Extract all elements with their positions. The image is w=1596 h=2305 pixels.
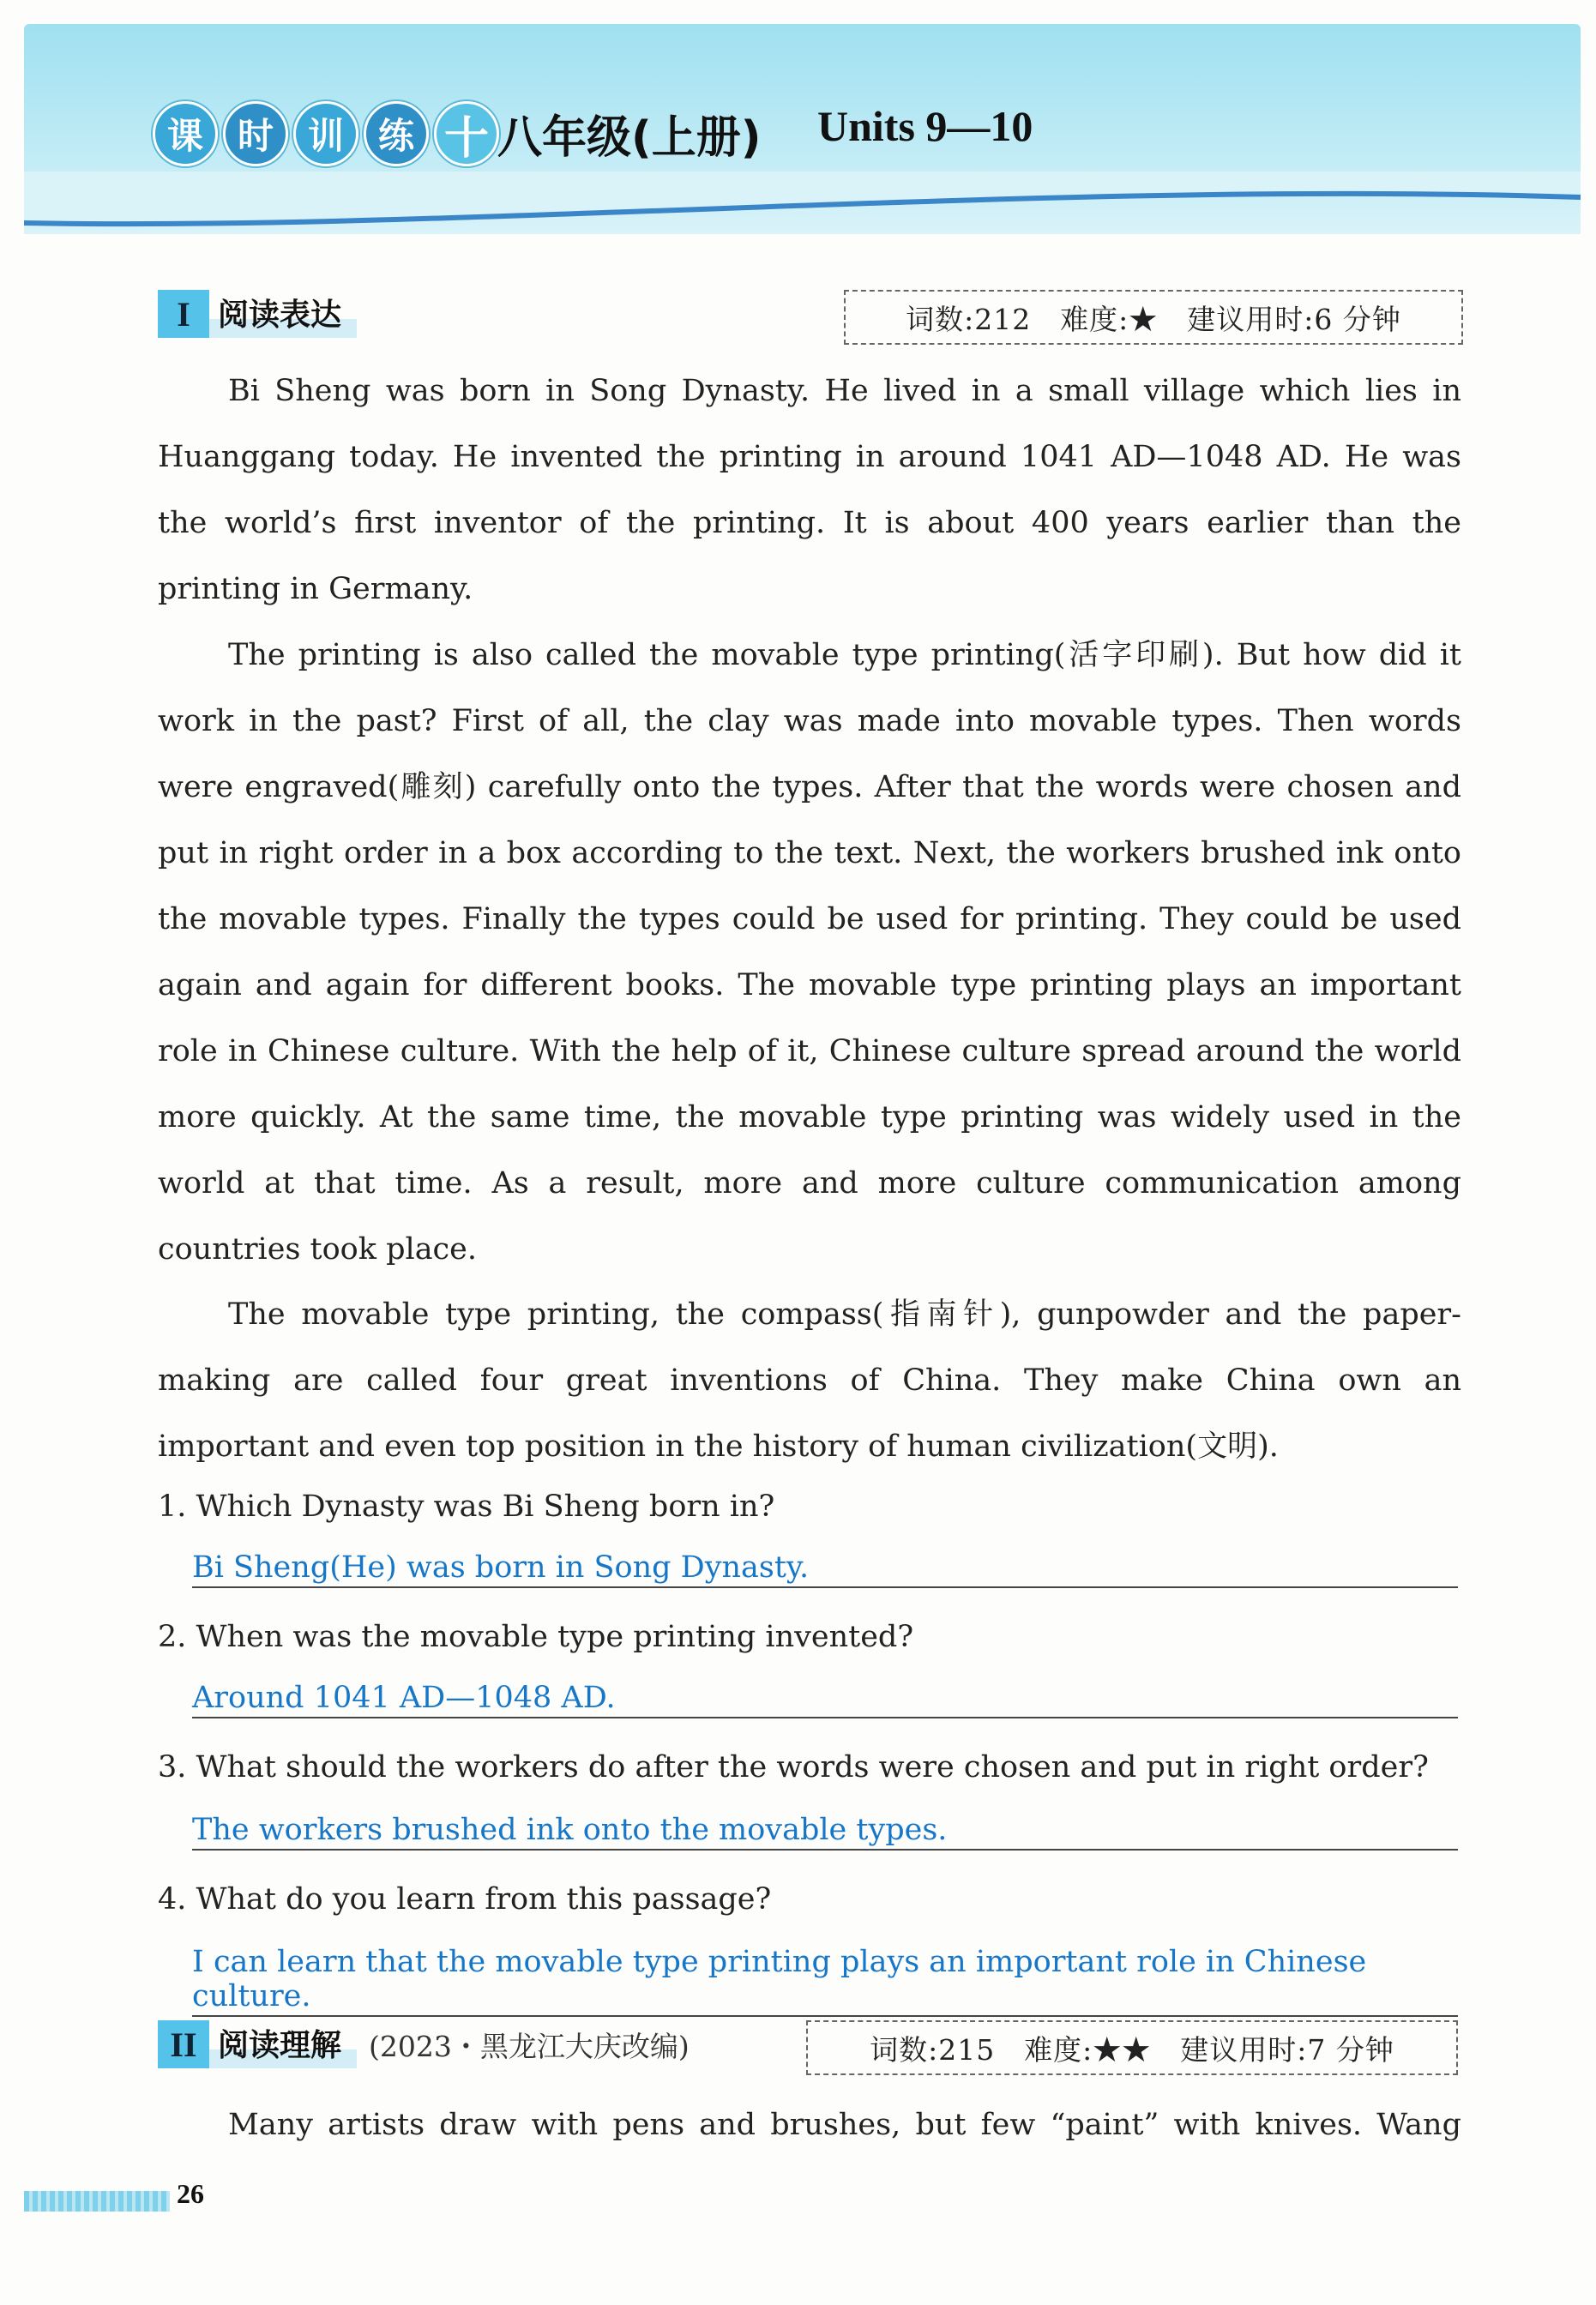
brand-logo (153, 101, 499, 166)
section-1-title: 阅读表达 (209, 291, 357, 338)
section-1-info-box: 词数:212 难度:★ 建议用时:6 分钟 (844, 290, 1463, 345)
passage-paragraph-3: The movable type printing, the compass(指南针), gunpowder and the paper-making are called four great inventions of China. They make China own an important and even top position in the history of human civilization(文明). (158, 1297, 1461, 1464)
question-3: 3. What should the workers do after the words were chosen and put in right order? (158, 1750, 1429, 1784)
section-1-heading (158, 290, 357, 338)
brand-char-3: 训 (293, 101, 358, 166)
section-2-source: (2023・黑龙江大庆改编) (369, 2029, 690, 2063)
brand-char-5: 十 (434, 101, 499, 166)
passage-paragraph-2: The printing is also called the movable type printing(活字印刷). But how did it work in the past? First of all, the clay was made into movable types. Then words were engraved(雕刻) carefully onto the types. After that the words were chosen and put in right order in a box according to the text. Next, the workers brushed ink onto the movable types. Finally the types could be used for printing. They could be used again and again for different books. The movable type printing plays an important role in Chinese culture. With the help of it, Chinese culture spread around the world more quickly. At the same time, the movable type printing was widely used in the world at that time. As a result, more and more culture communication among countries took place. (158, 638, 1461, 1267)
question-4: 4. What do you learn from this passage? (158, 1882, 772, 1917)
section-2-title: 阅读理解 (209, 2021, 357, 2068)
section-1-number: I (158, 290, 209, 338)
brand-char-2: 时 (223, 101, 288, 166)
brand-char-4: 练 (364, 101, 429, 166)
footer-bar (24, 2191, 170, 2212)
brand-char-1: 课 (153, 101, 218, 166)
answer-4: I can learn that the movable type printing plays an important role in Chinese culture. (192, 1945, 1458, 2017)
units-title: Units 9—10 (817, 102, 1033, 150)
header-wave (24, 172, 1581, 257)
passage-paragraph-1: Bi Sheng was born in Song Dynasty. He lived in a small village which lies in Huanggang today. He invented the printing in around 1041 AD—1048 AD. He was the world’s first inventor of the printing. It is about 400 years earlier than the printing in Germany. (158, 374, 1461, 606)
answer-2: Around 1041 AD—1048 AD. (192, 1681, 1458, 1718)
section-2-heading (158, 2020, 690, 2068)
grade-title: 八年级(上册) (497, 112, 762, 164)
question-2: 2. When was the movable type printing invented? (158, 1620, 914, 1654)
page-number: 26 (177, 2178, 204, 2209)
section-2-info-box: 词数:215 难度:★★ 建议用时:7 分钟 (806, 2020, 1458, 2075)
answer-1: Bi Sheng(He) was born in Song Dynasty. (192, 1550, 1458, 1588)
answer-3: The workers brushed ink onto the movable types. (192, 1813, 1458, 1851)
question-1: 1. Which Dynasty was Bi Sheng born in? (158, 1490, 775, 1524)
section-2-number: II (158, 2020, 209, 2068)
section-2-paragraph: Many artists draw with pens and brushes, but few “paint” with knives. Wang (228, 2108, 1461, 2142)
